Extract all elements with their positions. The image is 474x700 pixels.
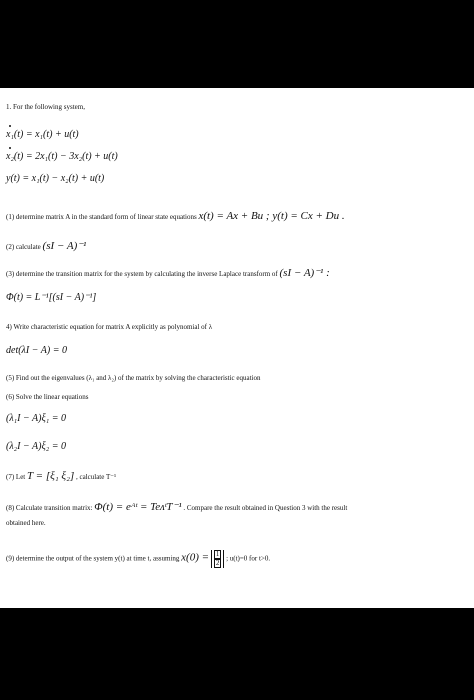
state-equation-2: x₂(t) = 2x₁(t) − 3x₂(t) + u(t) bbox=[6, 151, 118, 162]
characteristic-equation: det(λI − A) = 0 bbox=[6, 345, 67, 356]
part-3-text: (3) determine the transition matrix for the system by calculating the inverse Laplace transform of bbox=[6, 270, 278, 278]
question-sheet bbox=[0, 88, 474, 608]
derivative-dot bbox=[9, 125, 11, 127]
part-4-text: 4) Write characteristic equation for matrix A explicitly as polynomial of λ bbox=[6, 323, 213, 331]
part-8-line-2: obtained here. bbox=[6, 519, 46, 527]
part-8-equation: Φ(t) = eᴬᵗ = TeᴧᵗT⁻¹ bbox=[94, 501, 182, 513]
part-2 bbox=[6, 241, 86, 252]
part-8 bbox=[6, 502, 347, 513]
part-1 bbox=[6, 211, 345, 222]
part-9-suffix: ; u(t)=0 for t>0. bbox=[226, 554, 271, 563]
initial-state-value: 2 bbox=[215, 559, 220, 567]
part-7-equation: T = [ξ₁ ξ₂] bbox=[27, 470, 75, 482]
state-equation-1: x₁(t) = x₁(t) + u(t) bbox=[6, 129, 79, 140]
q1-intro: 1. For the following system, bbox=[6, 103, 85, 111]
part-7-text: (7) Let bbox=[6, 473, 26, 481]
output-equation: y(t) = x₁(t) − x₂(t) + u(t) bbox=[6, 173, 105, 184]
part-2-text: (2) calculate bbox=[6, 243, 41, 251]
linear-equation-1: (λ₁I − A)ξ₁ = 0 bbox=[6, 413, 66, 424]
part-3-equation: (sI − A)⁻¹ : bbox=[279, 267, 330, 279]
part-8-suffix: . Compare the result obtained in Question 3 with the result bbox=[183, 504, 348, 512]
initial-state-value: 1 bbox=[215, 550, 220, 558]
part-3 bbox=[6, 268, 330, 279]
part-7 bbox=[6, 471, 116, 482]
part-8-text: (8) Calculate transition matrix: bbox=[6, 504, 93, 512]
linear-equation-2: (λ₂I − A)ξ₂ = 0 bbox=[6, 441, 66, 452]
initial-state-vector bbox=[211, 550, 225, 568]
derivative-dot bbox=[9, 147, 11, 149]
part-9-equation: x(0) = bbox=[181, 551, 210, 564]
part-2-equation: (sI − A)⁻¹ bbox=[42, 240, 87, 252]
part-9-text: (9) determine the output of the system y(t) at time t, assuming bbox=[6, 554, 180, 563]
part-1-equation: x(t) = Ax + Bu ; y(t) = Cx + Du . bbox=[198, 210, 345, 222]
part-7-suffix: , calculate T⁻¹ bbox=[75, 473, 117, 481]
part-6-text: (6) Solve the linear equations bbox=[6, 393, 89, 401]
part-5-text: (5) Find out the eigenvalues (λ₁ and λ₂) of the matrix by solving the characteristic equation bbox=[6, 374, 261, 382]
part-9 bbox=[6, 550, 270, 568]
part-1-text: (1) determine matrix A in the standard form of linear state equations bbox=[6, 213, 197, 221]
transition-matrix-definition: Φ(t) = L⁻¹[(sI − A)⁻¹] bbox=[6, 292, 97, 303]
